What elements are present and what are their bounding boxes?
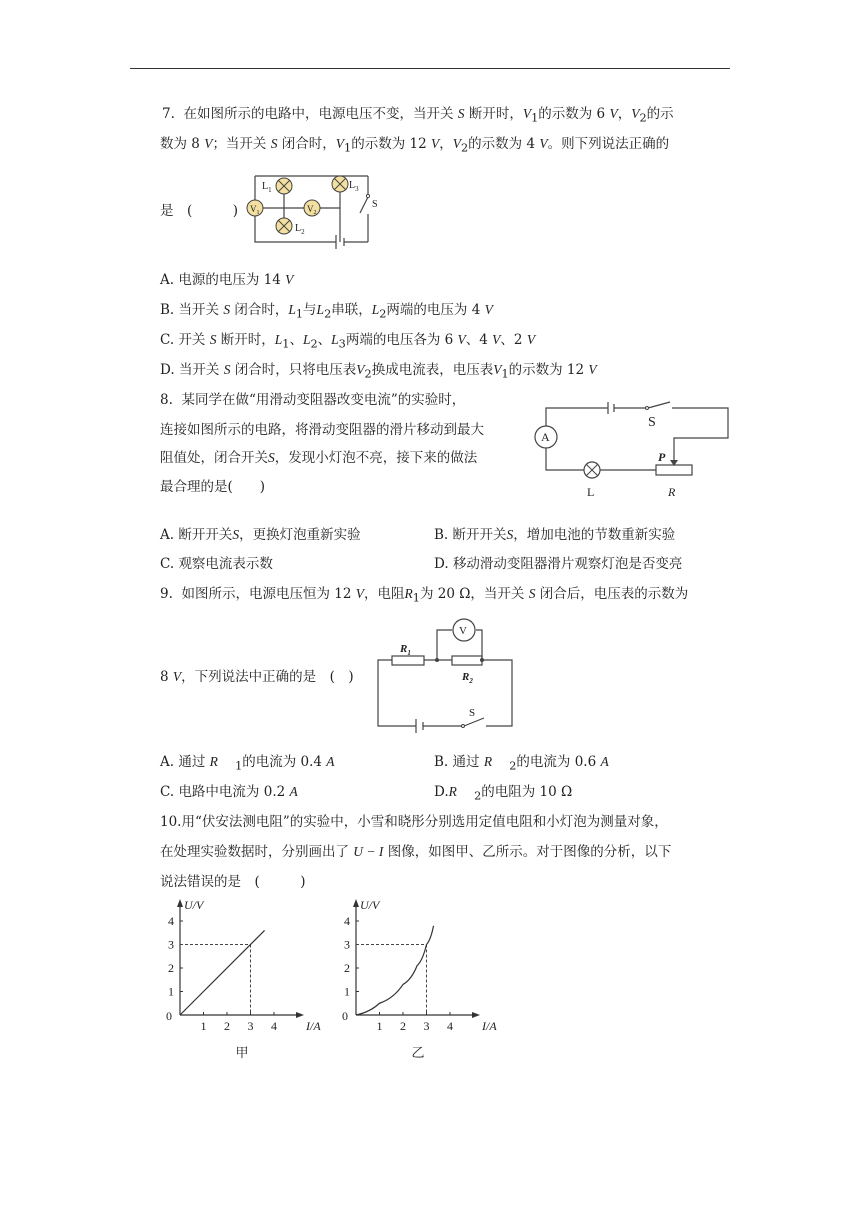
y-tick-label: 3 (168, 937, 174, 952)
q7-option-d[interactable]: D. 当开关 S 闭合时，只将电压表$V_2$换成电流表，电压表$V_1$的示数为 12 V (160, 362, 597, 381)
q7-line-2: 数为 8 V；当开关 S 闭合时，$V_1$的示数为 12 V，$V_2$的示数为 4 V。则下列说法正确的 (160, 136, 670, 155)
q9-option-b[interactable]: B. 通过 R $_2$的电流为 0.6 A (434, 754, 609, 773)
x-tick-label: 3 (247, 1019, 254, 1033)
chart-title: 乙 (411, 1045, 425, 1060)
svg-text:V: V (459, 625, 467, 637)
svg-text:S: S (648, 415, 656, 430)
x-tick-label: 2 (400, 1019, 406, 1033)
x-tick-label: 3 (423, 1019, 430, 1033)
y-tick-label: 4 (168, 914, 174, 928)
q8-option-c[interactable]: C. 观察电流表示数 (160, 556, 273, 572)
header-rule (130, 68, 730, 69)
question-number: 9. (160, 586, 173, 602)
q7-line-1: 7. 在如图所示的电路中，电源电压不变，当开关 S 断开时，$V_1$的示数为 6 V，$V_2$的示 (162, 106, 674, 125)
q8-option-d[interactable]: D. 移动滑动变阻器滑片观察灯泡是否变亮 (434, 556, 683, 572)
chart-title: 甲 (235, 1045, 249, 1060)
q8-option-b[interactable]: B. 断开开关S，增加电池的节数重新实验 (434, 527, 676, 543)
x-tick-label: 4 (447, 1019, 453, 1033)
svg-text:R1: $R_1$ (400, 643, 411, 657)
x-tick-label: 2 (224, 1019, 230, 1033)
question-number: 7. (162, 106, 175, 122)
q8-option-a[interactable]: A. 断开开关S，更换灯泡重新实验 (160, 527, 361, 543)
y-axis-label: U/V (184, 898, 204, 912)
q10-line-1: 10.用“伏安法测电阻”的实验中，小雪和晓彤分别选用定值电阻和小灯泡为测量对象， (160, 814, 668, 830)
q7-circuit-figure (240, 164, 380, 248)
chart-jia (160, 900, 320, 1060)
q9-option-c[interactable]: C. 电路中电流为 0.2 A (160, 784, 298, 800)
svg-text:L3: $L_3$ (349, 180, 359, 193)
x-tick-label: 4 (271, 1019, 277, 1033)
y-tick-label: 1 (168, 984, 174, 999)
rheostat-icon (656, 465, 692, 475)
q10-line-2: 在处理实验数据时，分别画出了 U − I 图像，如图甲、乙所示。对于图像的分析，以下 (160, 844, 672, 860)
svg-text:L: L (587, 485, 595, 499)
q7-option-c[interactable]: C. 开关 S 断开时，$L_1$、$L_2$、$L_3$两端的电压各为 6 V、4 V、2 V (160, 332, 536, 351)
q9-circuit-figure (376, 616, 516, 734)
svg-text:L2: $L_2$ (295, 223, 305, 236)
svg-text:A: A (541, 430, 550, 444)
x-axis-label: I/A (482, 1019, 497, 1033)
q10-line-3: 说法错误的是 ( ) (160, 874, 306, 890)
q9-line-1: 9. 如图所示，电源电压恒为 12 V，电阻$R_1$为 20 Ω，当开关 S 闭合后，电压表的示数为 (160, 586, 689, 605)
origin-label: 0 (166, 1009, 172, 1023)
q8-line-1: 8. 某同学在做“用滑动变阻器改变电流”的实验时， (160, 392, 466, 408)
origin-label: 0 (342, 1009, 348, 1023)
x-tick-label: 1 (376, 1019, 383, 1033)
y-tick-label: 1 (344, 984, 350, 999)
y-tick-label: 2 (168, 961, 174, 975)
svg-text:V2: $V_2$ (307, 204, 317, 216)
q7-line-3: 是 ( ) (160, 203, 239, 219)
svg-text:V1: $V_1$ (250, 204, 260, 216)
q8-circuit-figure (530, 398, 730, 502)
y-axis-label: U/V (360, 898, 380, 912)
svg-text:S: S (372, 199, 378, 210)
question-number: 8. (160, 392, 173, 408)
svg-text:R2: $R_2$ (462, 671, 473, 685)
svg-text:P: P (658, 450, 666, 464)
y-tick-label: 3 (344, 937, 350, 952)
y-axis-arrow (177, 899, 183, 907)
resistor-R2-icon (452, 656, 482, 665)
x-tick-label: 1 (200, 1019, 207, 1033)
y-axis-arrow (353, 899, 359, 907)
question-number: 10. (160, 814, 182, 830)
q7-option-b[interactable]: B. 当开关 S 闭合时，$L_1$与$L_2$串联，$L_2$两端的电压为 4 V (160, 302, 493, 321)
q9-line-2: 8 V，下列说法中正确的是 ( ) (160, 669, 354, 685)
svg-text:S: S (469, 707, 476, 719)
q8-line-2: 连接如图所示的电路，将滑动变阻器的滑片移动到最大 (160, 422, 484, 438)
y-tick-label: 4 (344, 914, 350, 928)
series-line (356, 926, 434, 1015)
x-axis-label: I/A (306, 1019, 321, 1033)
x-axis-arrow (472, 1012, 480, 1018)
y-tick-label: 2 (344, 961, 350, 975)
q9-option-d[interactable]: D.R $_2$的电阻为 10 Ω (434, 784, 573, 803)
svg-text:R: R (668, 485, 676, 499)
resistor-R1-icon (392, 656, 424, 665)
series-line (180, 930, 265, 1015)
q8-line-4: 最合理的是( ) (160, 479, 266, 495)
svg-text:L1: $L_1$ (262, 181, 272, 194)
x-axis-arrow (296, 1012, 304, 1018)
q9-option-a[interactable]: A. 通过 R $_1$的电流为 0.4 A (160, 754, 335, 773)
q8-line-3: 阻值处，闭合开关S，发现小灯泡不亮，接下来的做法 (160, 450, 478, 466)
q7-option-a[interactable]: A. 电源的电压为 14 V (160, 272, 294, 288)
chart-yi (336, 900, 496, 1060)
